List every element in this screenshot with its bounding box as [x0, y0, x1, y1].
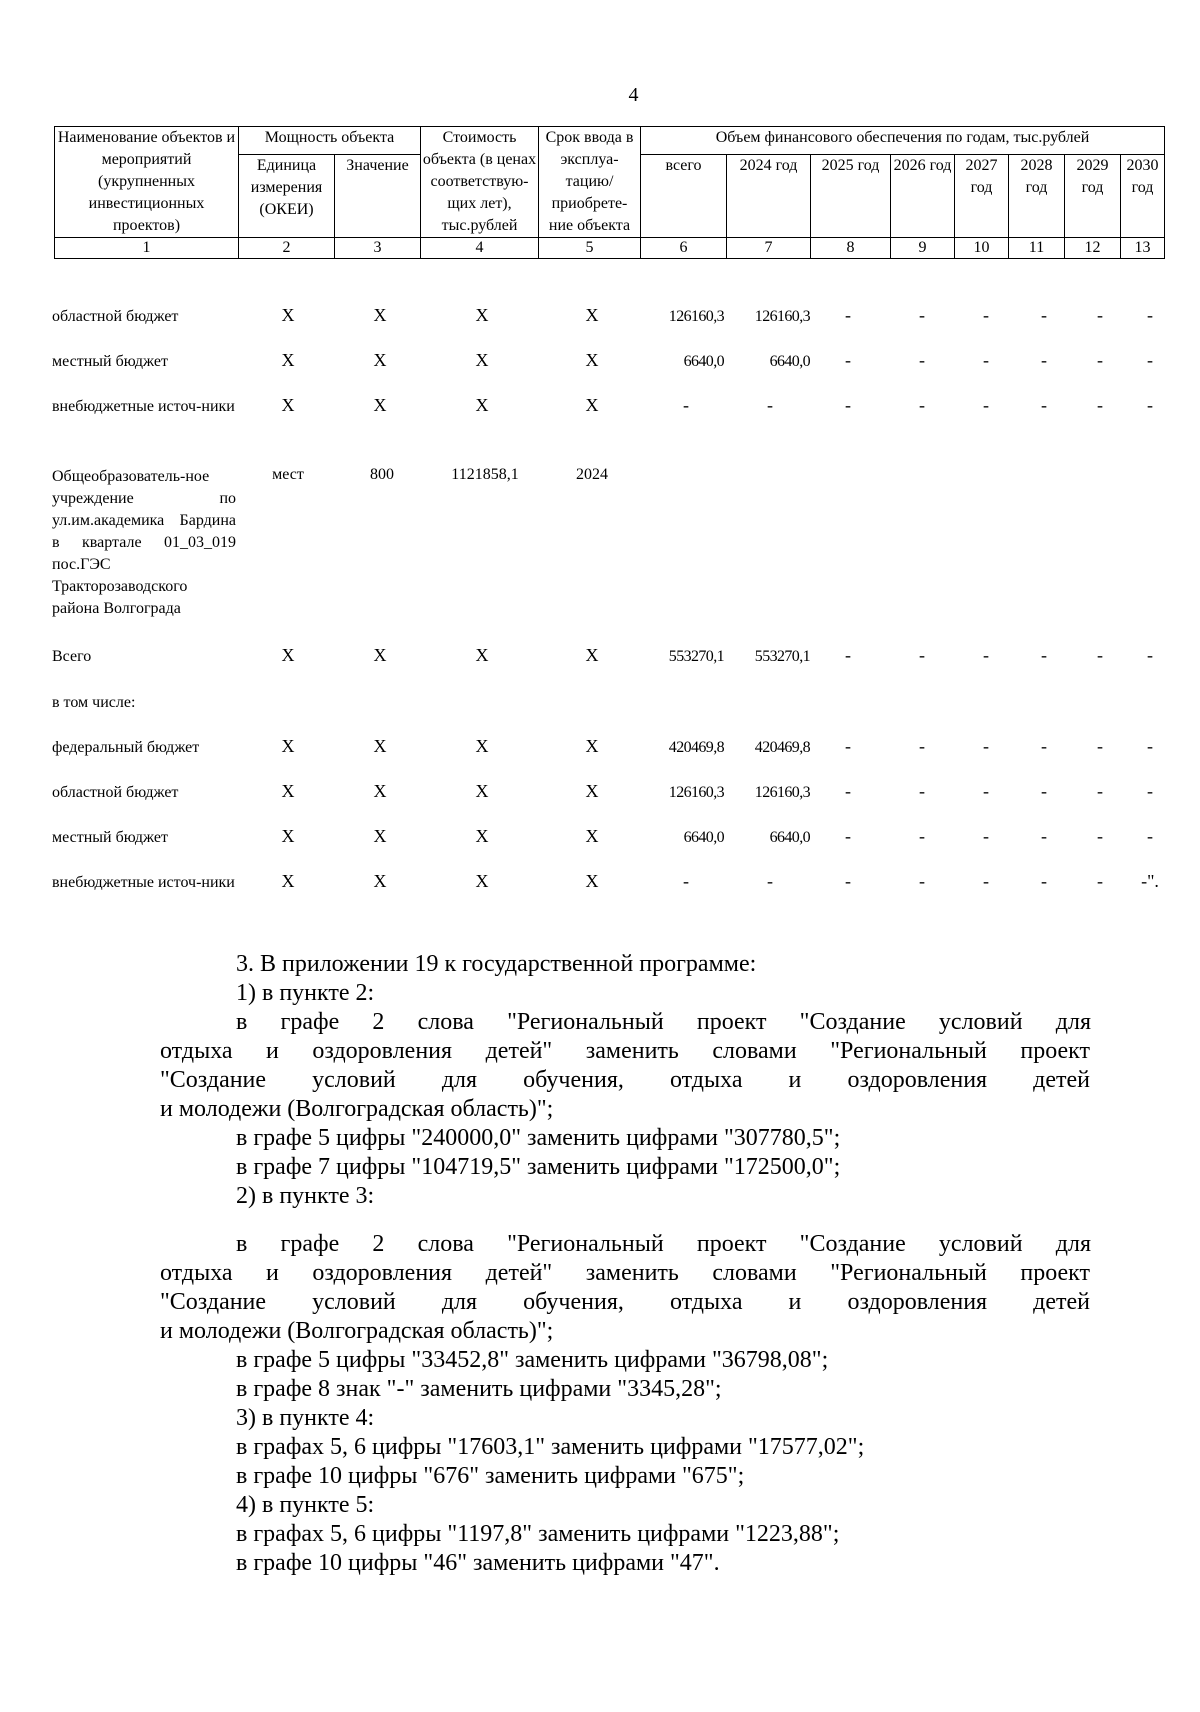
- cell-year: -: [1147, 826, 1153, 846]
- cell-year: -: [1097, 305, 1103, 325]
- cell-total: -: [683, 395, 689, 415]
- object-cost: 1121858,1: [451, 466, 519, 483]
- col-number: 2: [239, 238, 335, 259]
- cell-x: X: [585, 645, 599, 665]
- header-year: 2028 год: [1009, 155, 1065, 238]
- cell-year: -: [983, 781, 989, 801]
- cell-x: X: [475, 350, 489, 370]
- header-name: Наименование объектов и мероприятий (укрупненных инвестиционных проектов): [55, 127, 239, 238]
- row-label: в том числе:: [52, 694, 136, 711]
- cell-year: -: [919, 645, 925, 665]
- cell-x: X: [475, 871, 489, 891]
- cell-x: X: [281, 871, 295, 891]
- cell-2024: 553270,1: [754, 648, 810, 665]
- cell-x: X: [281, 736, 295, 756]
- cell-year: -: [919, 871, 925, 891]
- cell-2024: -: [767, 871, 773, 891]
- cell-x: X: [281, 826, 295, 846]
- cell-year: -: [919, 826, 925, 846]
- cell-x: X: [475, 305, 489, 325]
- cell-year: -: [1097, 736, 1103, 756]
- col-number: 3: [335, 238, 421, 259]
- col-number: 12: [1065, 238, 1121, 259]
- cell-x: X: [373, 350, 387, 370]
- cell-2024: 126160,3: [754, 308, 810, 325]
- text-line: "Создание условий для обучения, отдыха и оздоровления детей: [160, 1067, 1090, 1093]
- cell-year: -: [983, 350, 989, 370]
- page-number: 4: [628, 84, 639, 106]
- text-line: в графе 8 знак "-" заменить цифрами "3345,28";: [236, 1376, 722, 1402]
- cell-x: X: [281, 305, 295, 325]
- cell-x: X: [585, 781, 599, 801]
- col-number: 11: [1009, 238, 1065, 259]
- cell-x: X: [585, 395, 599, 415]
- row-label: областной бюджет: [52, 308, 179, 325]
- table-row: [0, 690, 1200, 716]
- cell-2024: 420469,8: [754, 739, 810, 756]
- text-line: в графе 7 цифры "104719,5" заменить цифрами "172500,0";: [236, 1154, 841, 1180]
- cell-year: -: [1097, 395, 1103, 415]
- cell-2024: 126160,3: [754, 784, 810, 801]
- text-line: в графе 5 цифры "33452,8" заменить цифрами "36798,08";: [236, 1347, 829, 1373]
- cell-year: -: [1147, 395, 1153, 415]
- table-row: [0, 735, 1200, 761]
- cell-2024: 6640,0: [769, 353, 810, 370]
- cell-x: X: [373, 645, 387, 665]
- table-row: [0, 304, 1200, 330]
- cell-year: -: [1097, 826, 1103, 846]
- text-line: отдыха и оздоровления детей" заменить словами "Региональный проект: [160, 1260, 1090, 1286]
- text-line: в графе 2 слова "Региональный проект "Создание условий для: [236, 1231, 1091, 1257]
- cell-total: 6640,0: [683, 353, 724, 370]
- header-finance: Объем финансового обеспечения по годам, тыс.рублей: [641, 127, 1165, 155]
- cell-year: -: [1041, 826, 1047, 846]
- cell-year: -: [919, 305, 925, 325]
- cell-year: -: [983, 395, 989, 415]
- header-year: 2026 год: [891, 155, 955, 238]
- cell-year: -: [1097, 350, 1103, 370]
- cell-year: -: [983, 871, 989, 891]
- cell-total: 126160,3: [668, 308, 724, 325]
- text-line: 3. В приложении 19 к государственной программе:: [236, 951, 757, 977]
- cell-year: -: [1041, 736, 1047, 756]
- cell-year: -: [845, 645, 851, 665]
- table-row: [0, 825, 1200, 851]
- object-year: 2024: [576, 466, 608, 483]
- table-row: [0, 394, 1200, 420]
- col-number: 1: [55, 238, 239, 259]
- cell-x: X: [585, 826, 599, 846]
- object-value: 800: [370, 466, 394, 483]
- row-label: федеральный бюджет: [52, 739, 200, 756]
- row-label: Всего: [52, 648, 92, 665]
- cell-year: -: [919, 350, 925, 370]
- cell-year: -: [1041, 305, 1047, 325]
- cell-year: -: [845, 395, 851, 415]
- cell-year: -: [1147, 645, 1153, 665]
- cell-year: -: [1147, 305, 1153, 325]
- table-row: [0, 870, 1200, 896]
- header-capacity: Мощность объекта: [239, 127, 421, 155]
- text-line: в графе 10 цифры "46" заменить цифрами "47".: [236, 1550, 720, 1576]
- col-number: 7: [727, 238, 811, 259]
- cell-year: -: [1097, 871, 1103, 891]
- col-number: 13: [1121, 238, 1165, 259]
- text-line: в графе 2 слова "Региональный проект "Создание условий для: [236, 1009, 1091, 1035]
- col-number: 4: [421, 238, 539, 259]
- cell-year: -: [1041, 871, 1047, 891]
- header-cost: Стоимость объекта (в ценах соответствую-щих лет), тыс.рублей: [421, 127, 539, 238]
- cell-year: -: [1147, 736, 1153, 756]
- row-label: местный бюджет: [52, 829, 168, 846]
- cell-year: -: [845, 781, 851, 801]
- cell-x: X: [373, 781, 387, 801]
- row-label: внебюджетные источ-ники: [52, 398, 235, 415]
- row-label: местный бюджет: [52, 353, 168, 370]
- col-number: 6: [641, 238, 727, 259]
- text-line: 2) в пункте 3:: [236, 1183, 375, 1209]
- text-line: в графах 5, 6 цифры "17603,1" заменить цифрами "17577,02";: [236, 1434, 865, 1460]
- text-line: и молодежи (Волгоградская область)";: [160, 1318, 554, 1344]
- cell-year: -: [919, 736, 925, 756]
- text-line: 1) в пункте 2:: [236, 980, 375, 1006]
- header-year: 2025 год: [811, 155, 891, 238]
- cell-x: X: [373, 305, 387, 325]
- cell-x: X: [585, 350, 599, 370]
- cell-x: X: [373, 826, 387, 846]
- cell-x: X: [475, 826, 489, 846]
- cell-year: -: [983, 645, 989, 665]
- cell-year: -: [1097, 781, 1103, 801]
- cell-x: X: [475, 645, 489, 665]
- object-unit: мест: [272, 466, 304, 483]
- cell-x: X: [585, 871, 599, 891]
- cell-year: -: [919, 395, 925, 415]
- col-number: 5: [539, 238, 641, 259]
- object-name: Общеобразователь-ное учреждение по ул.им.академика Бардина в квартале 01_03_019 пос.ГЭС Тракторозаводского района Волгограда: [52, 468, 236, 617]
- text-line: 4) в пункте 5:: [236, 1492, 375, 1518]
- cell-year: -: [983, 736, 989, 756]
- cell-x: X: [373, 871, 387, 891]
- table-row: [0, 349, 1200, 375]
- cell-year: -: [845, 305, 851, 325]
- text-line: в графе 10 цифры "676" заменить цифрами "675";: [236, 1463, 745, 1489]
- cell-year: -: [845, 736, 851, 756]
- cell-year: -: [1041, 781, 1047, 801]
- cell-x: X: [373, 736, 387, 756]
- cell-total: 420469,8: [668, 739, 724, 756]
- row-label: областной бюджет: [52, 784, 179, 801]
- col-number: 9: [891, 238, 955, 259]
- table-row: [0, 780, 1200, 806]
- cell-year: -: [845, 826, 851, 846]
- text-line: в графе 5 цифры "240000,0" заменить цифрами "307780,5";: [236, 1125, 841, 1151]
- cell-year: -: [983, 305, 989, 325]
- cell-year: -: [1147, 781, 1153, 801]
- table-row: [0, 644, 1200, 670]
- cell-year: -".: [1141, 871, 1159, 891]
- header-total: всего: [641, 155, 727, 238]
- cell-2024: -: [767, 395, 773, 415]
- text-line: и молодежи (Волгоградская область)";: [160, 1096, 554, 1122]
- cell-x: X: [585, 736, 599, 756]
- header-year: 2030 год: [1121, 155, 1165, 238]
- cell-year: -: [919, 781, 925, 801]
- cell-total: 6640,0: [683, 829, 724, 846]
- cell-x: X: [475, 736, 489, 756]
- cell-year: -: [1041, 350, 1047, 370]
- col-number: 8: [811, 238, 891, 259]
- cell-year: -: [845, 350, 851, 370]
- cell-x: X: [281, 395, 295, 415]
- text-line: отдыха и оздоровления детей" заменить словами "Региональный проект: [160, 1038, 1090, 1064]
- header-value: Значение: [335, 155, 421, 238]
- cell-total: 553270,1: [668, 648, 724, 665]
- cell-year: -: [1041, 645, 1047, 665]
- col-number: 10: [955, 238, 1009, 259]
- header-commission: Срок ввода в эксплуа-тацию/ приобрете-ние объекта: [539, 127, 641, 238]
- cell-total: -: [683, 871, 689, 891]
- cell-year: -: [983, 826, 989, 846]
- cell-x: X: [281, 350, 295, 370]
- text-line: в графах 5, 6 цифры "1197,8" заменить цифрами "1223,88";: [236, 1521, 840, 1547]
- cell-year: -: [1147, 350, 1153, 370]
- text-line: 3) в пункте 4:: [236, 1405, 375, 1431]
- row-label: внебюджетные источ-ники: [52, 874, 235, 891]
- header-year: 2029 год: [1065, 155, 1121, 238]
- cell-year: -: [1097, 645, 1103, 665]
- cell-x: X: [281, 645, 295, 665]
- cell-x: X: [585, 305, 599, 325]
- cell-2024: 6640,0: [769, 829, 810, 846]
- table-header: [54, 126, 1165, 259]
- header-unit: Единица измерения (ОКЕИ): [239, 155, 335, 238]
- cell-year: -: [845, 871, 851, 891]
- cell-x: X: [475, 395, 489, 415]
- cell-year: -: [1041, 395, 1047, 415]
- cell-x: X: [373, 395, 387, 415]
- header-year: 2024 год: [727, 155, 811, 238]
- header-year: 2027 год: [955, 155, 1009, 238]
- cell-total: 126160,3: [668, 784, 724, 801]
- text-line: "Создание условий для обучения, отдыха и оздоровления детей: [160, 1289, 1090, 1315]
- cell-x: X: [281, 781, 295, 801]
- cell-x: X: [475, 781, 489, 801]
